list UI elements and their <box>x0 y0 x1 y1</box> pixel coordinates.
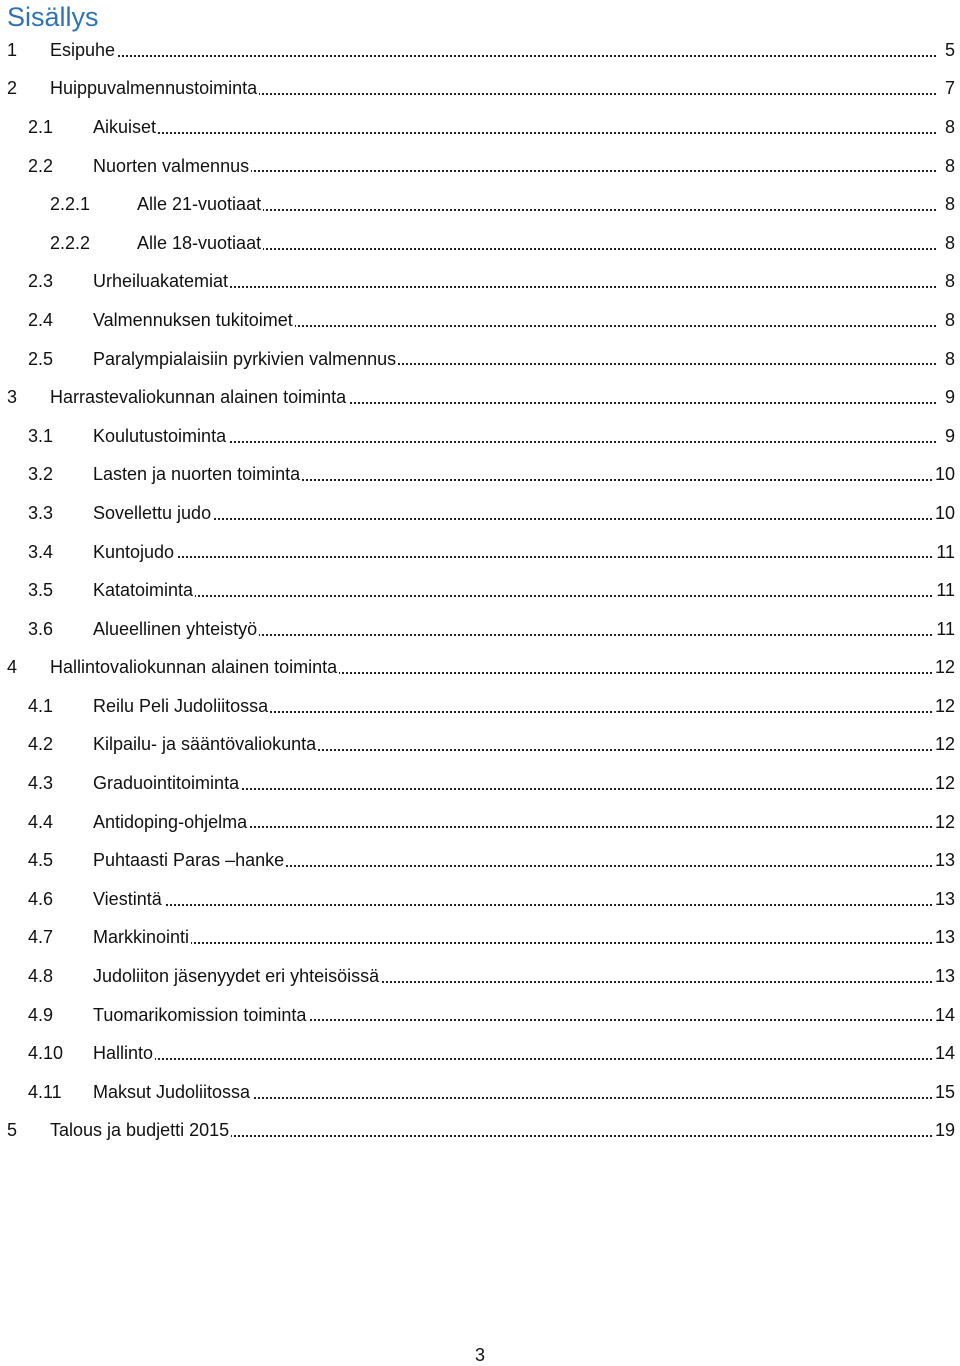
toc-entry-number: 2 <box>7 78 18 99</box>
toc-entry[interactable] <box>0 880 960 919</box>
toc-entry[interactable] <box>0 610 960 649</box>
toc-entry-title[interactable]: Talous ja budjetti 2015 <box>50 1120 230 1141</box>
toc-entry-number: 4.8 <box>28 966 54 987</box>
toc-title: Sisällys <box>7 2 99 32</box>
toc-dot-leader <box>93 1058 936 1060</box>
toc-entry-title[interactable]: Markkinointi <box>93 927 190 948</box>
toc-dot-leader <box>93 556 936 558</box>
toc-entry-title[interactable]: Huippuvalmennustoiminta <box>50 78 258 99</box>
toc-entry[interactable] <box>0 417 960 456</box>
page-number: 3 <box>474 1345 485 1365</box>
toc-entry-page: 9 <box>942 426 955 447</box>
toc-entry[interactable] <box>0 919 960 958</box>
toc-entry-page: 10 <box>932 503 955 524</box>
toc-entry[interactable] <box>0 1073 960 1112</box>
toc-entry-number: 4.9 <box>28 1004 54 1025</box>
toc-entry-title[interactable]: Lasten ja nuorten toiminta <box>93 464 301 485</box>
toc-entry-title[interactable]: Viestintä <box>93 888 162 909</box>
toc-entry-number: 3 <box>7 387 18 408</box>
toc-entry-page: 11 <box>933 619 955 640</box>
toc-entry-page: 9 <box>942 387 955 408</box>
toc-entry[interactable] <box>0 1034 960 1073</box>
toc-entry[interactable] <box>0 31 960 70</box>
toc-entry-page: 8 <box>942 156 955 177</box>
toc-entry-number: 3.5 <box>28 580 54 601</box>
toc-entry[interactable] <box>0 224 960 263</box>
toc-entry-number: 3.3 <box>28 502 54 523</box>
toc-entry-page: 13 <box>932 927 955 948</box>
toc-entry-title[interactable]: Harrastevaliokunnan alainen toiminta <box>50 387 347 408</box>
toc-dot-leader <box>93 942 936 944</box>
toc-entry-number: 3.2 <box>28 464 54 485</box>
toc-entry-title[interactable]: Kuntojudo <box>93 541 175 562</box>
toc-entry-page: 15 <box>932 1082 955 1103</box>
toc-entry-title[interactable]: Puhtaasti Paras –hanke <box>93 850 285 871</box>
toc-entry-number: 2.2.2 <box>50 232 91 253</box>
toc-entry[interactable] <box>0 147 960 186</box>
toc-entry[interactable] <box>0 301 960 340</box>
toc-entry-page: 14 <box>932 1043 955 1064</box>
toc-entry-title[interactable]: Paralympialaisiin pyrkivien valmennus <box>93 348 397 369</box>
toc-entry-title[interactable]: Sovellettu judo <box>93 502 212 523</box>
toc-entry-page: 8 <box>942 349 955 370</box>
toc-entry-title[interactable]: Alle 21-vuotiaat <box>137 194 262 215</box>
toc-entry-number: 4.5 <box>28 850 54 871</box>
toc-entry-number: 5 <box>7 1120 18 1141</box>
toc-entry-page: 8 <box>942 271 955 292</box>
toc-entry-number: 4.1 <box>28 695 54 716</box>
toc-entry-number: 3.1 <box>28 425 54 446</box>
toc-entry-number: 4.2 <box>28 734 54 755</box>
toc-entry-page: 8 <box>942 233 955 254</box>
toc-entry[interactable] <box>0 456 960 495</box>
toc-entry-title[interactable]: Nuorten valmennus <box>93 155 250 176</box>
toc-entry-page: 12 <box>932 773 955 794</box>
toc-entry-number: 2.1 <box>28 116 54 137</box>
toc-entry-title[interactable]: Koulutustoiminta <box>93 425 227 446</box>
toc-entry[interactable] <box>0 841 960 880</box>
toc-entry[interactable] <box>0 726 960 765</box>
toc-entry-title[interactable]: Alle 18-vuotiaat <box>137 232 262 253</box>
toc-entry-title[interactable]: Reilu Peli Judoliitossa <box>93 695 269 716</box>
toc-entry-page: 12 <box>932 696 955 717</box>
toc-entry[interactable] <box>0 803 960 842</box>
toc-entry-title[interactable]: Maksut Judoliitossa <box>93 1081 251 1102</box>
toc-entry[interactable] <box>0 108 960 147</box>
toc-entry[interactable] <box>0 185 960 224</box>
toc-entry-title[interactable]: Valmennuksen tukitoimet <box>93 309 293 330</box>
toc-entry-page: 12 <box>932 734 955 755</box>
toc-entry-number: 2.2.1 <box>50 194 91 215</box>
toc-entry[interactable] <box>0 378 960 417</box>
toc-entry-title[interactable]: Esipuhe <box>50 39 116 60</box>
toc-entry[interactable] <box>0 687 960 726</box>
toc-entry-page: 12 <box>932 657 955 678</box>
toc-entry-page: 12 <box>932 812 955 833</box>
toc-entry-title[interactable]: Antidoping-ohjelma <box>93 811 248 832</box>
toc-entry[interactable] <box>0 340 960 379</box>
toc-entry-page: 8 <box>942 310 955 331</box>
toc-entry-number: 4.11 <box>28 1081 62 1102</box>
toc-entry[interactable] <box>0 263 960 302</box>
toc-entry[interactable] <box>0 996 960 1035</box>
toc-entry-number: 3.4 <box>28 541 54 562</box>
toc-entry-number: 4.4 <box>28 811 54 832</box>
toc-entry-number: 2.3 <box>28 271 54 292</box>
toc-entry-page: 8 <box>942 117 955 138</box>
toc-entry-number: 4.7 <box>28 927 54 948</box>
toc-entry[interactable] <box>0 1112 960 1151</box>
toc-entry[interactable] <box>0 764 960 803</box>
toc-dot-leader <box>93 132 936 134</box>
toc-entry-page: 10 <box>932 464 955 485</box>
toc-entry-title[interactable]: Tuomarikomission toiminta <box>93 1004 307 1025</box>
toc-dot-leader <box>93 518 936 520</box>
toc-entry-page: 7 <box>942 78 955 99</box>
toc-entry[interactable] <box>0 957 960 996</box>
toc-entry-title[interactable]: Graduointitoiminta <box>93 773 240 794</box>
toc-entry-page: 13 <box>932 850 955 871</box>
toc-entry-page: 5 <box>942 40 955 61</box>
toc-entry[interactable] <box>0 649 960 688</box>
toc-entry[interactable] <box>0 571 960 610</box>
toc-entry-number: 2.2 <box>28 155 54 176</box>
toc-entry[interactable] <box>0 494 960 533</box>
toc-entry-number: 4.3 <box>28 773 54 794</box>
toc-entry-number: 4.10 <box>28 1043 64 1064</box>
toc-list <box>0 31 960 1150</box>
toc-entry[interactable] <box>0 70 960 109</box>
toc-entry-page: 13 <box>932 966 955 987</box>
toc-dot-leader <box>50 55 936 57</box>
toc-entry[interactable] <box>0 533 960 572</box>
toc-entry-page: 11 <box>933 542 955 563</box>
toc-entry-page: 19 <box>932 1120 955 1141</box>
toc-entry-title[interactable]: Hallintovaliokunnan alainen toiminta <box>50 657 338 678</box>
toc-entry-number: 4.6 <box>28 888 54 909</box>
toc-entry-page: 13 <box>932 889 955 910</box>
toc-entry-title[interactable]: Aikuiset <box>93 116 157 137</box>
toc-entry-title[interactable]: Judoliiton jäsenyydet eri yhteisöissä <box>93 966 380 987</box>
toc-entry-page: 11 <box>933 580 955 601</box>
toc-entry-number: 2.4 <box>28 309 54 330</box>
toc-dot-leader <box>93 904 936 906</box>
toc-entry-number: 2.5 <box>28 348 54 369</box>
toc-entry-number: 1 <box>7 39 18 60</box>
toc-entry-page: 14 <box>932 1005 955 1026</box>
toc-entry-page: 8 <box>942 194 955 215</box>
toc-entry-title[interactable]: Urheiluakatemiat <box>93 271 229 292</box>
toc-entry-title[interactable]: Hallinto <box>93 1043 154 1064</box>
toc-entry-number: 4 <box>7 657 18 678</box>
toc-entry-title[interactable]: Alueellinen yhteistyö <box>93 618 258 639</box>
toc-entry-title[interactable]: Kilpailu- ja sääntövaliokunta <box>93 734 317 755</box>
toc-entry-title[interactable]: Katatoiminta <box>93 580 194 601</box>
toc-dot-leader <box>93 595 936 597</box>
toc-entry-number: 3.6 <box>28 618 54 639</box>
